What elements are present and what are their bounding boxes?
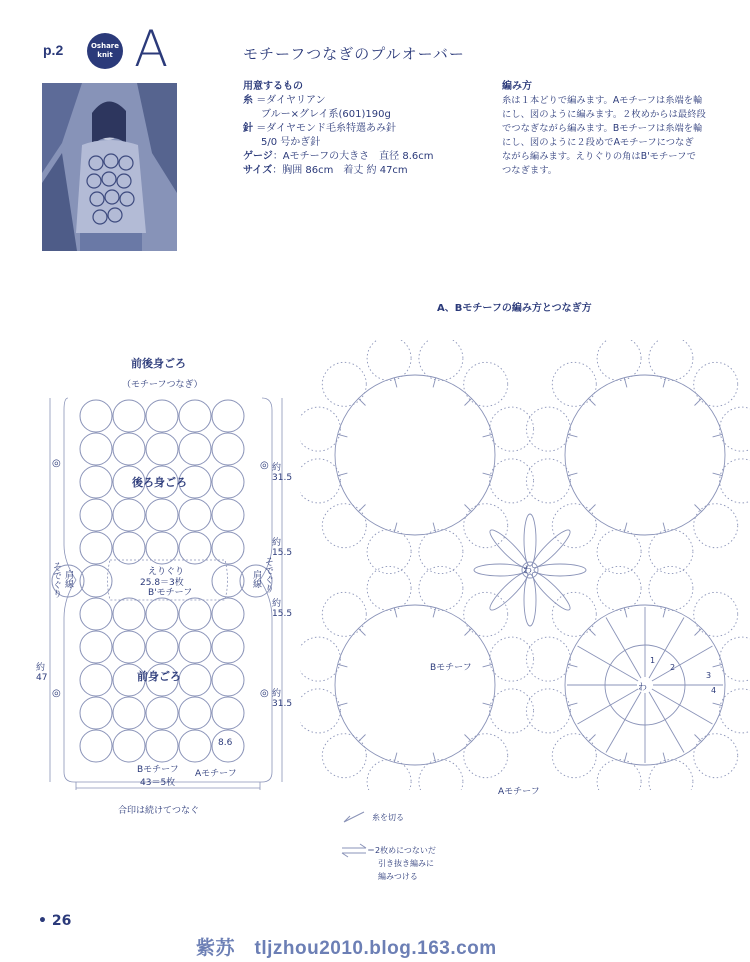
- stitch-line: [624, 753, 627, 763]
- petal-fan: [526, 637, 570, 681]
- motif-circle: [80, 466, 112, 498]
- armhole-right: そでぐり: [263, 557, 273, 593]
- stitch-line: [695, 628, 702, 635]
- motif-circle: [80, 631, 112, 663]
- petal-fan: [367, 530, 411, 574]
- petal-fan: [300, 689, 340, 733]
- motif-circle: [212, 433, 244, 465]
- legend-cut-yarn: 糸を切る: [372, 813, 404, 822]
- dim-top: 約 31.5: [272, 463, 293, 483]
- stitch-line: [338, 703, 348, 706]
- stitch-line: [465, 628, 472, 635]
- gauge-value: ：Aモチーフの大きさ 直径 8.6cm: [272, 151, 434, 162]
- motif-circle: [179, 532, 211, 564]
- motif-circle: [80, 598, 112, 630]
- needle-value-2: 5/0 号かぎ針: [261, 137, 321, 148]
- motif-circle: [179, 697, 211, 729]
- a-motif-chart-label: Aモチーフ: [498, 787, 540, 797]
- petal-fan: [597, 566, 641, 610]
- stitch-line: [465, 398, 472, 405]
- motif-circle: [179, 433, 211, 465]
- pattern-letter: A: [134, 20, 169, 78]
- petal-fan: [597, 530, 641, 574]
- stitch-line: [338, 664, 348, 667]
- body-width: 43＝5枚: [140, 778, 176, 788]
- needle-value: ＝ダイヤモンド毛糸特選あみ針: [256, 123, 396, 134]
- stitch-line: [649, 692, 684, 753]
- stitch-line: [568, 434, 578, 437]
- dim-mid-1: 約 15.5: [272, 538, 293, 558]
- motif-circle: [113, 631, 145, 663]
- stitch-line: [338, 473, 348, 476]
- petal-fan: [490, 459, 534, 503]
- stitch-line: [338, 434, 348, 437]
- yarn-value-2: ブルー×グレイ系(601)190g: [261, 109, 391, 120]
- motif-circle: [80, 499, 112, 531]
- stitch-line: [394, 378, 397, 388]
- motif-circle: [113, 730, 145, 762]
- petal-fan: [367, 566, 411, 610]
- stitch-line: [568, 473, 578, 476]
- stitch-line: [652, 646, 713, 681]
- motif-circle: [80, 400, 112, 432]
- stitch-line: [652, 689, 713, 724]
- motif-circle: [113, 532, 145, 564]
- motif-circle: [179, 730, 211, 762]
- motif-circle: [212, 664, 244, 696]
- motif-circle: [113, 433, 145, 465]
- needle-label: 針: [243, 123, 253, 134]
- stitch-line: [358, 505, 365, 512]
- petal-fan: [490, 637, 534, 681]
- materials-block: [243, 80, 483, 178]
- motif-circle: [212, 499, 244, 531]
- shoulder-line-right: 肩線: [251, 570, 261, 588]
- motif-circle: [212, 697, 244, 729]
- model-photo: [42, 83, 177, 251]
- petal-fan: [300, 459, 340, 503]
- stitch-line: [695, 735, 702, 742]
- motif-circle: [212, 532, 244, 564]
- method-block: [502, 80, 742, 178]
- petal-fan: [526, 459, 570, 503]
- brand-badge: [87, 33, 123, 69]
- bprime-motif-label: B'モチーフ: [148, 588, 193, 598]
- watermark: 紫苏 tljzhou2010.blog.163.com: [196, 938, 497, 959]
- motif-circle: [80, 697, 112, 729]
- badge-line-2: knit: [97, 51, 113, 59]
- join-note: 合印は続けてつなぐ: [118, 806, 200, 816]
- petal-fan: [526, 689, 570, 733]
- legend-join-1: ＝2枚めにつないだ: [367, 846, 436, 855]
- dim-mid-2: 約 15.5: [272, 599, 293, 619]
- motif-circle: [179, 400, 211, 432]
- stitch-line: [578, 646, 639, 681]
- petal-fan: [490, 689, 534, 733]
- round-number: 3: [706, 671, 712, 680]
- b-motif-petal: [474, 564, 526, 576]
- a-motif-label: Aモチーフ: [195, 769, 237, 779]
- yarn-label: 糸: [243, 95, 253, 106]
- petal-fan: [300, 407, 340, 451]
- b-motif-chart-label: Bモチーフ: [430, 663, 472, 673]
- petal-fan: [300, 637, 340, 681]
- stitch-line: [695, 505, 702, 512]
- round-number: 2: [670, 663, 676, 672]
- legend-join-3: 編みつける: [378, 872, 418, 881]
- gauge-label: ゲージ: [243, 151, 273, 162]
- stitch-line: [568, 703, 578, 706]
- stitch-line: [588, 505, 595, 512]
- motif-circle: [113, 400, 145, 432]
- petal-fan: [597, 340, 641, 380]
- motif-circle: [80, 433, 112, 465]
- petal-fan: [526, 407, 570, 451]
- motif-circle: [146, 631, 178, 663]
- motif-circle: [113, 598, 145, 630]
- front-body-label: 前身ごろ: [137, 670, 181, 683]
- method-line: 糸は１本どりで編みます。Aモチーフは糸端を輪: [502, 95, 703, 106]
- petal-fan: [367, 340, 411, 380]
- stitch-line: [649, 618, 684, 679]
- motif-circle: [179, 598, 211, 630]
- motif-circle: [212, 598, 244, 630]
- motif-circle: [146, 697, 178, 729]
- join-mark-icon: ◎: [52, 458, 61, 469]
- method-line: つなぎます。: [502, 165, 558, 176]
- stitch-line: [624, 523, 627, 533]
- center-ring-label: わ: [523, 566, 533, 576]
- motif-circle: [113, 499, 145, 531]
- page-number-text: 26: [51, 913, 72, 929]
- stitch-line: [394, 523, 397, 533]
- stitch-line: [358, 398, 365, 405]
- stitch-line: [358, 735, 365, 742]
- method-line: ながら編みます。えりぐりの角はB'モチーフで: [502, 151, 696, 162]
- b-motif-petal: [524, 574, 536, 626]
- legend-symbols: [340, 808, 370, 868]
- method-line: でつなぎながら編みます。Bモチーフは糸端を輪: [502, 123, 703, 134]
- motif-circle: [146, 499, 178, 531]
- method-heading: 編み方: [502, 81, 532, 92]
- motif-diagram-title: A、Bモチーフの編み方とつなぎ方: [437, 303, 592, 314]
- size-label: サイズ: [243, 165, 273, 176]
- size-value: ：胸囲 86cm 着丈 約 47cm: [272, 165, 408, 176]
- stitch-line: [568, 664, 578, 667]
- petal-fan: [649, 340, 693, 380]
- dim-total: 約 47: [36, 663, 48, 683]
- motif-circle: [212, 631, 244, 663]
- motif-circle: [80, 730, 112, 762]
- stitch-line: [394, 608, 397, 618]
- b-motif-label: Bモチーフ: [137, 765, 179, 775]
- stitch-line: [624, 378, 627, 388]
- petal-fan: [490, 407, 534, 451]
- shoulder-line-left: 肩線: [63, 570, 73, 588]
- method-line: にし、図のように編みます。２枚めからは最終段: [502, 109, 706, 120]
- pattern-title: モチーフつなぎのプルオーバー: [243, 45, 465, 63]
- stitch-line: [606, 692, 641, 753]
- stitch-line: [588, 628, 595, 635]
- motif-circle: [212, 466, 244, 498]
- back-body-label: 後ろ身ごろ: [132, 476, 187, 489]
- join-mark-icon: ◎: [260, 460, 269, 471]
- motif-circle: [179, 664, 211, 696]
- motif-circle: [80, 664, 112, 696]
- stitch-line: [394, 753, 397, 763]
- petal-fan: [419, 530, 463, 574]
- armhole-left: そでぐり: [51, 562, 61, 598]
- b-motif-petal: [534, 564, 586, 576]
- motif-circle: [113, 697, 145, 729]
- legend-join-2: 引き抜き編みに: [378, 859, 434, 868]
- stitch-line: [695, 398, 702, 405]
- motif-circle: [179, 631, 211, 663]
- center-ring-label: わ: [638, 683, 648, 693]
- neck-size: 25.8＝3枚: [140, 578, 184, 588]
- motif-circle: [212, 400, 244, 432]
- round-number: 4: [711, 686, 717, 695]
- stitch-line: [588, 398, 595, 405]
- motif-circle: [146, 730, 178, 762]
- motif-circle: [146, 400, 178, 432]
- petal-fan: [649, 566, 693, 610]
- stitch-line: [606, 618, 641, 679]
- page-reference: p.2: [43, 42, 64, 58]
- stitch-line: [465, 505, 472, 512]
- page-number: • 26: [38, 913, 72, 929]
- yarn-value: ＝ダイヤリアン: [256, 95, 326, 106]
- b-motif-petal: [524, 514, 536, 566]
- petal-fan: [419, 566, 463, 610]
- dim-bottom: 約 31.5: [272, 689, 293, 709]
- motif-circle: [146, 433, 178, 465]
- motif-circle: [146, 532, 178, 564]
- motif-circle: [179, 499, 211, 531]
- body-diagram-subtitle: （モチーフつなぎ）: [122, 380, 203, 390]
- body-schematic: [40, 390, 300, 810]
- method-line: にし、図のように２段めでAモチーフにつなぎ: [502, 137, 694, 148]
- round-number: 1: [650, 656, 656, 665]
- stitch-line: [588, 735, 595, 742]
- motif-circle: [146, 598, 178, 630]
- motif-diameter: 8.6: [218, 738, 233, 748]
- body-diagram-title: 前後身ごろ: [131, 357, 186, 370]
- petal-fan: [649, 530, 693, 574]
- petal-fan: [419, 340, 463, 380]
- badge-line-1: Oshare: [90, 42, 120, 50]
- motif-circle: [80, 532, 112, 564]
- stitch-line: [624, 608, 627, 618]
- motif-circle: [212, 565, 244, 597]
- join-mark-icon: ◎: [260, 688, 269, 699]
- stitch-line: [578, 689, 639, 724]
- materials-heading: 用意するもの: [243, 81, 303, 92]
- join-mark-icon: ◎: [52, 688, 61, 699]
- neck-label: えりぐり: [148, 567, 185, 577]
- stitch-line: [358, 628, 365, 635]
- stitch-line: [465, 735, 472, 742]
